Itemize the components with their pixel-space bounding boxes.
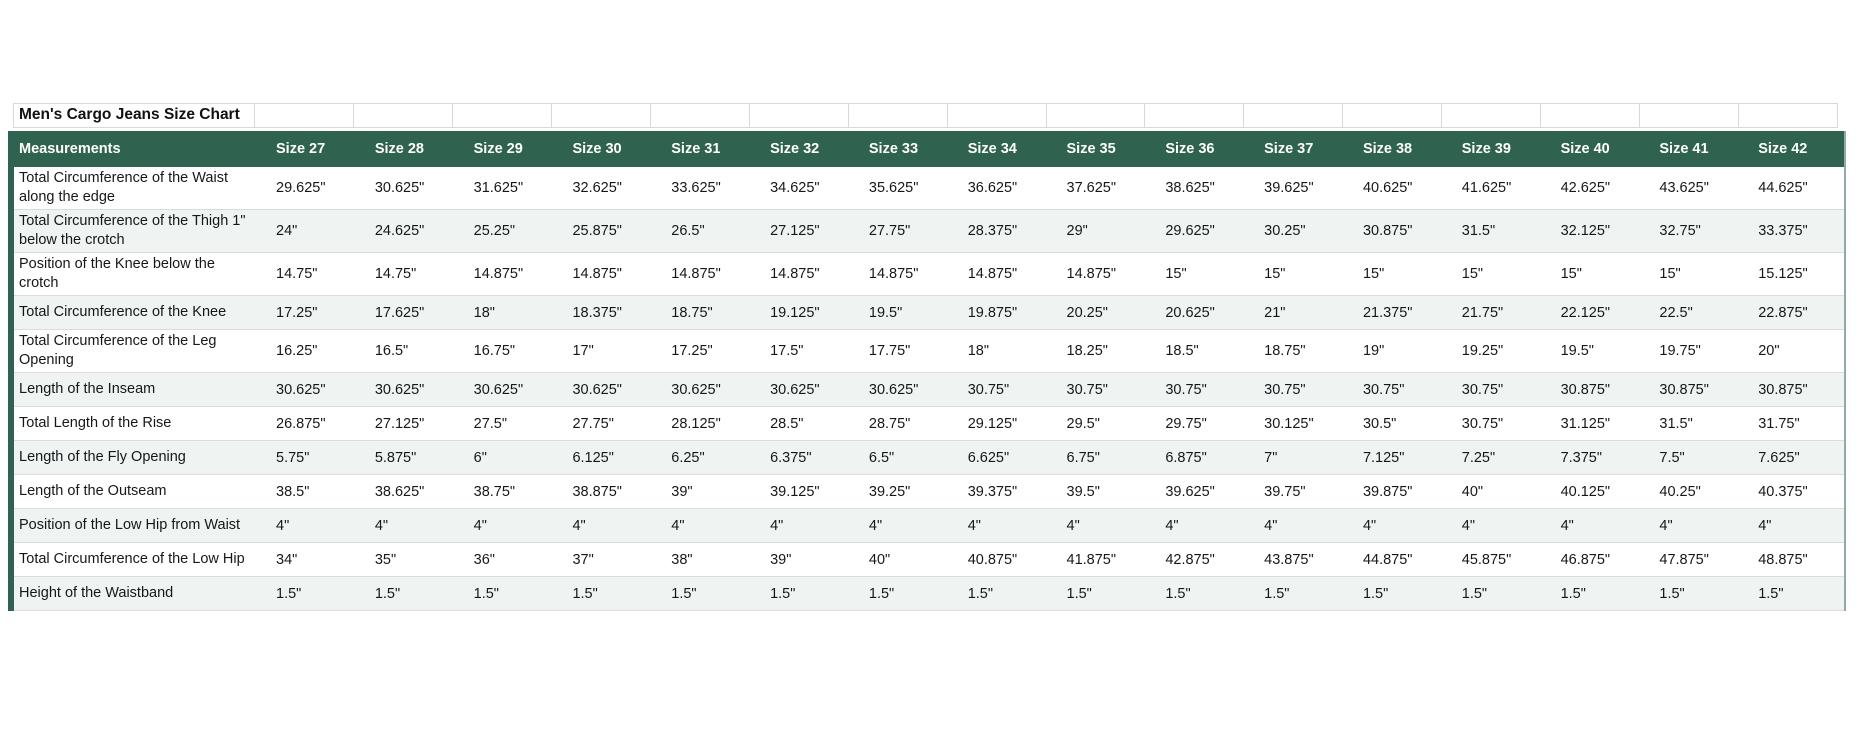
- measurement-row: [14, 509, 1844, 543]
- size-column-header: Size 31: [658, 131, 757, 167]
- size-value-cell: 14.875": [1054, 253, 1153, 296]
- size-value-cell: 17.25": [263, 296, 362, 330]
- size-value-cell: 16.25": [263, 330, 362, 373]
- size-value-cell: 22.125": [1548, 296, 1647, 330]
- size-value-cell: 7.5": [1646, 441, 1745, 475]
- size-value-cell: 1.5": [362, 577, 461, 611]
- measurement-label: Total Circumference of the Thigh 1" below the crotch: [14, 210, 263, 253]
- size-value-cell: 18.75": [1251, 330, 1350, 373]
- measurement-row: [14, 330, 1844, 373]
- size-value-cell: 30.875": [1745, 373, 1844, 407]
- size-value-cell: 30.625": [461, 373, 560, 407]
- size-column-header: Size 33: [856, 131, 955, 167]
- size-chart-table-container: [8, 131, 1846, 611]
- size-value-cell: 40.875": [955, 543, 1054, 577]
- size-value-cell: 39.625": [1152, 475, 1251, 509]
- size-value-cell: 14.875": [757, 253, 856, 296]
- title-empty-cell: [552, 104, 651, 127]
- size-value-cell: 1.5": [856, 577, 955, 611]
- size-value-cell: 4": [1646, 509, 1745, 543]
- measurement-label: Total Circumference of the Waist along the edge: [14, 167, 263, 210]
- measurement-row: [14, 441, 1844, 475]
- size-value-cell: 28.5": [757, 407, 856, 441]
- size-value-cell: 33.625": [658, 167, 757, 210]
- size-value-cell: 38.625": [362, 475, 461, 509]
- size-value-cell: 40.125": [1548, 475, 1647, 509]
- size-value-cell: 15": [1548, 253, 1647, 296]
- size-value-cell: 30.625": [856, 373, 955, 407]
- size-value-cell: 15": [1251, 253, 1350, 296]
- size-value-cell: 1.5": [263, 577, 362, 611]
- size-column-header: Size 32: [757, 131, 856, 167]
- size-value-cell: 1.5": [1548, 577, 1647, 611]
- size-value-cell: 21": [1251, 296, 1350, 330]
- size-value-cell: 28.375": [955, 210, 1054, 253]
- size-column-header: Size 37: [1251, 131, 1350, 167]
- measurement-label: Position of the Low Hip from Waist: [14, 509, 263, 543]
- size-value-cell: 31.5": [1646, 407, 1745, 441]
- measurement-row: [14, 296, 1844, 330]
- size-value-cell: 30.25": [1251, 210, 1350, 253]
- size-value-cell: 19.75": [1646, 330, 1745, 373]
- size-value-cell: 14.875": [658, 253, 757, 296]
- size-value-cell: 4": [1152, 509, 1251, 543]
- size-column-header: Size 39: [1449, 131, 1548, 167]
- size-value-cell: 30.75": [1152, 373, 1251, 407]
- size-value-cell: 30.75": [1054, 373, 1153, 407]
- size-value-cell: 14.75": [362, 253, 461, 296]
- size-value-cell: 32.125": [1548, 210, 1647, 253]
- size-value-cell: 1.5": [1054, 577, 1153, 611]
- size-value-cell: 29.625": [263, 167, 362, 210]
- size-value-cell: 38.875": [559, 475, 658, 509]
- size-value-cell: 27.125": [757, 210, 856, 253]
- size-value-cell: 4": [1548, 509, 1647, 543]
- size-value-cell: 1.5": [757, 577, 856, 611]
- size-value-cell: 29.125": [955, 407, 1054, 441]
- size-value-cell: 4": [1251, 509, 1350, 543]
- size-value-cell: 37": [559, 543, 658, 577]
- size-header-row: [14, 131, 1844, 167]
- size-value-cell: 38.625": [1152, 167, 1251, 210]
- size-value-cell: 15": [1646, 253, 1745, 296]
- size-value-cell: 39.5": [1054, 475, 1153, 509]
- size-value-cell: 39": [757, 543, 856, 577]
- size-value-cell: 1.5": [1251, 577, 1350, 611]
- size-value-cell: 40.625": [1350, 167, 1449, 210]
- size-value-cell: 41.625": [1449, 167, 1548, 210]
- size-value-cell: 1.5": [1350, 577, 1449, 611]
- size-value-cell: 42.875": [1152, 543, 1251, 577]
- size-value-cell: 6.875": [1152, 441, 1251, 475]
- size-value-cell: 35": [362, 543, 461, 577]
- size-value-cell: 4": [362, 509, 461, 543]
- title-empty-cell: [948, 104, 1047, 127]
- measurement-row: [14, 210, 1844, 253]
- size-value-cell: 30.625": [658, 373, 757, 407]
- size-value-cell: 37.625": [1054, 167, 1153, 210]
- size-value-cell: 27.75": [856, 210, 955, 253]
- title-empty-cell: [750, 104, 849, 127]
- size-value-cell: 21.75": [1449, 296, 1548, 330]
- size-value-cell: 20.625": [1152, 296, 1251, 330]
- title-empty-cell: [849, 104, 948, 127]
- size-value-cell: 30.625": [757, 373, 856, 407]
- measurement-label: Height of the Waistband: [14, 577, 263, 611]
- size-value-cell: 4": [559, 509, 658, 543]
- size-value-cell: 39.75": [1251, 475, 1350, 509]
- size-value-cell: 4": [856, 509, 955, 543]
- size-value-cell: 46.875": [1548, 543, 1647, 577]
- size-value-cell: 40": [1449, 475, 1548, 509]
- size-value-cell: 42.625": [1548, 167, 1647, 210]
- size-value-cell: 16.5": [362, 330, 461, 373]
- size-value-cell: 15": [1152, 253, 1251, 296]
- size-value-cell: 1.5": [461, 577, 560, 611]
- size-value-cell: 4": [757, 509, 856, 543]
- measurements-header: Measurements: [14, 131, 263, 167]
- chart-title: Men's Cargo Jeans Size Chart: [14, 104, 255, 127]
- measurement-row: [14, 407, 1844, 441]
- size-value-cell: 30.125": [1251, 407, 1350, 441]
- size-column-header: Size 30: [559, 131, 658, 167]
- size-value-cell: 30.875": [1548, 373, 1647, 407]
- measurement-row: [14, 577, 1844, 611]
- size-value-cell: 14.875": [955, 253, 1054, 296]
- size-value-cell: 25.25": [461, 210, 560, 253]
- size-value-cell: 29.625": [1152, 210, 1251, 253]
- size-value-cell: 30.75": [1449, 407, 1548, 441]
- size-value-cell: 15": [1449, 253, 1548, 296]
- size-column-header: Size 34: [955, 131, 1054, 167]
- size-value-cell: 18": [461, 296, 560, 330]
- measurement-row: [14, 475, 1844, 509]
- size-chart-table: [14, 131, 1844, 611]
- size-value-cell: 30.625": [263, 373, 362, 407]
- title-empty-cell: [1640, 104, 1739, 127]
- size-value-cell: 36": [461, 543, 560, 577]
- size-value-cell: 6.5": [856, 441, 955, 475]
- size-value-cell: 21.375": [1350, 296, 1449, 330]
- size-value-cell: 18.75": [658, 296, 757, 330]
- measurement-row: [14, 253, 1844, 296]
- size-value-cell: 38.75": [461, 475, 560, 509]
- title-empty-cell: [1145, 104, 1244, 127]
- measurement-label: Length of the Fly Opening: [14, 441, 263, 475]
- size-value-cell: 1.5": [1152, 577, 1251, 611]
- size-value-cell: 22.875": [1745, 296, 1844, 330]
- size-value-cell: 6.125": [559, 441, 658, 475]
- title-empty-cell: [453, 104, 552, 127]
- size-value-cell: 25.875": [559, 210, 658, 253]
- size-value-cell: 40.25": [1646, 475, 1745, 509]
- size-value-cell: 7.625": [1745, 441, 1844, 475]
- size-value-cell: 4": [658, 509, 757, 543]
- size-value-cell: 43.625": [1646, 167, 1745, 210]
- size-value-cell: 4": [1350, 509, 1449, 543]
- size-value-cell: 27.5": [461, 407, 560, 441]
- title-empty-cell: [1047, 104, 1146, 127]
- size-column-header: Size 28: [362, 131, 461, 167]
- size-value-cell: 17.5": [757, 330, 856, 373]
- size-value-cell: 6.625": [955, 441, 1054, 475]
- size-value-cell: 17.25": [658, 330, 757, 373]
- size-value-cell: 30.5": [1350, 407, 1449, 441]
- title-empty-cell: [651, 104, 750, 127]
- size-value-cell: 19.5": [1548, 330, 1647, 373]
- size-value-cell: 32.75": [1646, 210, 1745, 253]
- size-value-cell: 47.875": [1646, 543, 1745, 577]
- size-column-header: Size 27: [263, 131, 362, 167]
- measurement-label: Total Circumference of the Leg Opening: [14, 330, 263, 373]
- size-value-cell: 38.5": [263, 475, 362, 509]
- size-value-cell: 30.75": [1449, 373, 1548, 407]
- size-column-header: Size 38: [1350, 131, 1449, 167]
- size-value-cell: 18.25": [1054, 330, 1153, 373]
- size-value-cell: 31.5": [1449, 210, 1548, 253]
- title-empty-cell: [354, 104, 453, 127]
- size-column-header: Size 41: [1646, 131, 1745, 167]
- size-value-cell: 19": [1350, 330, 1449, 373]
- measurement-row: [14, 543, 1844, 577]
- title-empty-cell: [1739, 104, 1837, 127]
- size-value-cell: 17": [559, 330, 658, 373]
- size-value-cell: 39.125": [757, 475, 856, 509]
- size-value-cell: 24.625": [362, 210, 461, 253]
- size-value-cell: 1.5": [1449, 577, 1548, 611]
- size-value-cell: 30.625": [362, 373, 461, 407]
- size-value-cell: 17.75": [856, 330, 955, 373]
- size-value-cell: 44.625": [1745, 167, 1844, 210]
- size-value-cell: 7.25": [1449, 441, 1548, 475]
- size-value-cell: 31.625": [461, 167, 560, 210]
- title-empty-cells: [255, 104, 1837, 127]
- size-value-cell: 27.75": [559, 407, 658, 441]
- size-value-cell: 17.625": [362, 296, 461, 330]
- size-value-cell: 5.875": [362, 441, 461, 475]
- size-value-cell: 6": [461, 441, 560, 475]
- size-value-cell: 41.875": [1054, 543, 1153, 577]
- size-column-header: Size 29: [461, 131, 560, 167]
- size-value-cell: 31.75": [1745, 407, 1844, 441]
- size-value-cell: 4": [1745, 509, 1844, 543]
- measurement-label: Position of the Knee below the crotch: [14, 253, 263, 296]
- title-empty-cell: [1343, 104, 1442, 127]
- size-value-cell: 28.125": [658, 407, 757, 441]
- size-value-cell: 30.625": [362, 167, 461, 210]
- size-value-cell: 34.625": [757, 167, 856, 210]
- size-value-cell: 7": [1251, 441, 1350, 475]
- size-value-cell: 36.625": [955, 167, 1054, 210]
- size-value-cell: 1.5": [955, 577, 1054, 611]
- title-empty-cell: [255, 104, 354, 127]
- size-value-cell: 18.375": [559, 296, 658, 330]
- size-value-cell: 7.375": [1548, 441, 1647, 475]
- size-value-cell: 35.625": [856, 167, 955, 210]
- size-value-cell: 4": [263, 509, 362, 543]
- size-value-cell: 39.375": [955, 475, 1054, 509]
- size-value-cell: 6.25": [658, 441, 757, 475]
- size-value-cell: 1.5": [1646, 577, 1745, 611]
- size-value-cell: 14.875": [856, 253, 955, 296]
- size-value-cell: 20.25": [1054, 296, 1153, 330]
- size-value-cell: 39": [658, 475, 757, 509]
- size-value-cell: 1.5": [1745, 577, 1844, 611]
- size-column-header: Size 40: [1548, 131, 1647, 167]
- size-value-cell: 4": [955, 509, 1054, 543]
- size-value-cell: 19.125": [757, 296, 856, 330]
- size-value-cell: 31.125": [1548, 407, 1647, 441]
- size-value-cell: 29.75": [1152, 407, 1251, 441]
- size-value-cell: 1.5": [658, 577, 757, 611]
- size-value-cell: 44.875": [1350, 543, 1449, 577]
- measurement-row: [14, 167, 1844, 210]
- measurement-row: [14, 373, 1844, 407]
- size-value-cell: 29.5": [1054, 407, 1153, 441]
- size-value-cell: 30.875": [1646, 373, 1745, 407]
- size-value-cell: 5.75": [263, 441, 362, 475]
- size-value-cell: 30.625": [559, 373, 658, 407]
- size-value-cell: 39.625": [1251, 167, 1350, 210]
- size-column-header: Size 36: [1152, 131, 1251, 167]
- size-value-cell: 19.875": [955, 296, 1054, 330]
- size-value-cell: 19.25": [1449, 330, 1548, 373]
- size-value-cell: 18.5": [1152, 330, 1251, 373]
- title-empty-cell: [1244, 104, 1343, 127]
- size-column-header: Size 35: [1054, 131, 1153, 167]
- size-value-cell: 28.75": [856, 407, 955, 441]
- size-value-cell: 24": [263, 210, 362, 253]
- size-value-cell: 15": [1350, 253, 1449, 296]
- size-value-cell: 4": [461, 509, 560, 543]
- size-value-cell: 6.375": [757, 441, 856, 475]
- size-value-cell: 30.75": [955, 373, 1054, 407]
- size-value-cell: 4": [1449, 509, 1548, 543]
- size-value-cell: 48.875": [1745, 543, 1844, 577]
- size-value-cell: 33.375": [1745, 210, 1844, 253]
- size-value-cell: 29": [1054, 210, 1153, 253]
- size-value-cell: 19.5": [856, 296, 955, 330]
- size-value-cell: 30.875": [1350, 210, 1449, 253]
- size-value-cell: 1.5": [559, 577, 658, 611]
- measurement-label: Length of the Outseam: [14, 475, 263, 509]
- size-value-cell: 26.875": [263, 407, 362, 441]
- chart-title-row: [13, 103, 1838, 128]
- size-value-cell: 38": [658, 543, 757, 577]
- size-value-cell: 30.75": [1251, 373, 1350, 407]
- size-value-cell: 39.875": [1350, 475, 1449, 509]
- measurement-label: Total Length of the Rise: [14, 407, 263, 441]
- size-column-header: Size 42: [1745, 131, 1844, 167]
- title-empty-cell: [1442, 104, 1541, 127]
- size-value-cell: 14.75": [263, 253, 362, 296]
- size-value-cell: 22.5": [1646, 296, 1745, 330]
- measurement-label: Total Circumference of the Knee: [14, 296, 263, 330]
- size-value-cell: 39.25": [856, 475, 955, 509]
- size-value-cell: 4": [1054, 509, 1153, 543]
- size-value-cell: 18": [955, 330, 1054, 373]
- measurement-label: Total Circumference of the Low Hip: [14, 543, 263, 577]
- size-value-cell: 40.375": [1745, 475, 1844, 509]
- size-value-cell: 27.125": [362, 407, 461, 441]
- title-empty-cell: [1541, 104, 1640, 127]
- measurement-label: Length of the Inseam: [14, 373, 263, 407]
- size-value-cell: 43.875": [1251, 543, 1350, 577]
- size-value-cell: 40": [856, 543, 955, 577]
- size-value-cell: 30.75": [1350, 373, 1449, 407]
- size-value-cell: 15.125": [1745, 253, 1844, 296]
- size-value-cell: 16.75": [461, 330, 560, 373]
- size-value-cell: 20": [1745, 330, 1844, 373]
- size-value-cell: 32.625": [559, 167, 658, 210]
- size-value-cell: 14.875": [461, 253, 560, 296]
- size-value-cell: 26.5": [658, 210, 757, 253]
- size-value-cell: 7.125": [1350, 441, 1449, 475]
- size-value-cell: 14.875": [559, 253, 658, 296]
- size-value-cell: 45.875": [1449, 543, 1548, 577]
- size-value-cell: 34": [263, 543, 362, 577]
- size-value-cell: 6.75": [1054, 441, 1153, 475]
